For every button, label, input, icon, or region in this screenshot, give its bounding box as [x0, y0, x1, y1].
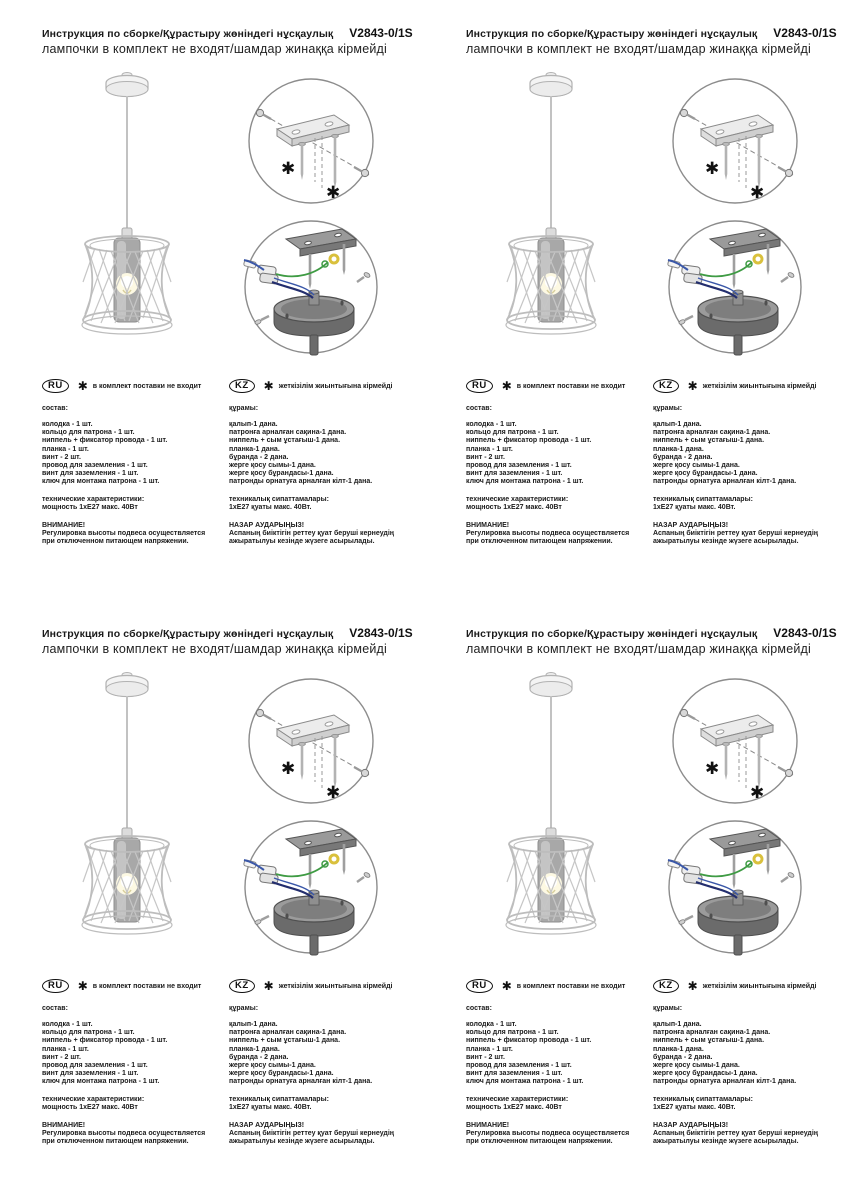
panel-subtitle: лампочки в комплект не входят/шамдар жинаққа кірмейді	[466, 42, 812, 56]
component-item: кольцо для патрона - 1 шт.	[466, 1029, 559, 1037]
ru-contents-label: состав:	[466, 1005, 492, 1012]
ru-column	[42, 978, 223, 1147]
kz-note: жеткізілім жиынтығына кірмейді	[702, 982, 817, 990]
mounting-bracket-detail-circle	[654, 674, 816, 810]
kz-warning-title: НАЗАР АУДАРЫҢЫЗ!	[653, 1122, 729, 1130]
component-item: патронды орнатуға арналған кілт-1 дана.	[653, 1078, 797, 1086]
component-item: винт - 2 шт.	[466, 453, 505, 461]
asterisk-icon: ✱	[326, 183, 341, 202]
ru-contents-label: состав:	[42, 405, 68, 412]
info-section	[466, 978, 843, 1147]
kz-contents-label: құрамы:	[653, 405, 683, 412]
component-item: планка - 1 шт.	[42, 1045, 89, 1053]
asterisk-icon: ✱	[77, 979, 88, 993]
component-item: винт - 2 шт.	[466, 1053, 505, 1061]
component-item: винт для заземления - 1 шт.	[466, 1070, 563, 1078]
component-item: кольцо для патрона - 1 шт.	[42, 429, 135, 437]
ceiling-canopy	[106, 673, 148, 697]
component-item: жерге қосу бұрандасы-1 дана.	[653, 1070, 758, 1078]
component-item: планка-1 дана.	[653, 445, 704, 453]
kz-badge-row	[229, 978, 419, 994]
component-item: ниппель + фиксатор провода - 1 шт.	[466, 1037, 592, 1045]
pendant-lamp-drawing	[62, 662, 192, 947]
asterisk-icon: ✱	[263, 379, 274, 393]
kz-specs-value: 1хЕ27 қуаты макс. 40Вт.	[653, 503, 736, 511]
model-number: V2843-0/1S	[349, 26, 413, 40]
asterisk-icon: ✱	[281, 159, 296, 178]
ru-specs-value: мощность 1хЕ27 макс. 40Вт	[466, 503, 562, 511]
kz-badge: KZ	[653, 379, 679, 393]
ceiling-canopy	[530, 673, 572, 697]
component-item: колодка - 1 шт.	[466, 1021, 517, 1028]
figures-row	[42, 62, 418, 364]
component-item: провод для заземления - 1 шт.	[466, 462, 572, 470]
component-item: патронды орнатуға арналған кілт-1 дана.	[229, 1078, 373, 1086]
ru-specs-label: технические характеристики:	[466, 1095, 569, 1103]
detail-circles-column	[230, 662, 392, 964]
ru-warning-text: Регулировка высоты подвеса осуществляется при отключенном питающем напряжении.	[42, 530, 206, 546]
kz-warning-text: Аспаның биіктігін реттеу қуат беруші кернеудің ажыратылуы кезінде жүзеге асырылады.	[229, 1130, 395, 1146]
info-section	[42, 378, 418, 547]
component-item: ключ для монтажа патрона - 1 шт.	[42, 478, 160, 486]
component-item: ключ для монтажа патрона - 1 шт.	[466, 478, 584, 486]
kz-badge: KZ	[653, 979, 679, 993]
component-item: ниппель + сым ұстағыш-1 дана.	[653, 1037, 765, 1045]
kz-badge-row	[653, 978, 843, 994]
component-item: ниппель + сым ұстағыш-1 дана.	[653, 437, 765, 445]
ru-badge: RU	[42, 979, 69, 993]
panel-header	[466, 626, 843, 656]
component-item: колодка - 1 шт.	[466, 421, 517, 428]
component-item: ниппель + фиксатор провода - 1 шт.	[42, 1037, 168, 1045]
kz-contents-label: құрамы:	[653, 1005, 683, 1012]
asterisk-icon: ✱	[687, 979, 698, 993]
asterisk-icon: ✱	[501, 979, 512, 993]
detail-circles-column	[230, 62, 392, 364]
ru-badge: RU	[466, 379, 493, 393]
kz-specs-value: 1хЕ27 қуаты макс. 40Вт.	[229, 503, 312, 511]
kz-column	[229, 978, 419, 1147]
ru-badge: RU	[466, 979, 493, 993]
ru-note: в комплект поставки не входит	[516, 382, 626, 390]
model-number: V2843-0/1S	[773, 626, 837, 640]
panel-header	[466, 26, 843, 56]
ru-specs-value: мощность 1хЕ27 макс. 40Вт	[42, 1103, 138, 1111]
panel-header	[42, 626, 418, 656]
component-item: планка - 1 шт.	[466, 1045, 513, 1053]
asterisk-icon: ✱	[750, 183, 765, 202]
kz-contents-label: құрамы:	[229, 1005, 259, 1012]
mounting-bracket-detail-circle	[230, 674, 392, 810]
ru-warning-title: ВНИМАНИЕ!	[466, 522, 510, 530]
ru-specs-label: технические характеристики:	[42, 1095, 145, 1103]
ru-badge-row	[466, 978, 647, 994]
ru-note: в комплект поставки не входит	[92, 982, 202, 990]
panel-title: Инструкция по сборке/Құрастыру жөніндегі нұсқаулық	[42, 28, 334, 40]
component-item: колодка - 1 шт.	[42, 1021, 93, 1028]
component-item: провод для заземления - 1 шт.	[466, 1062, 572, 1070]
ru-warning-title: ВНИМАНИЕ!	[42, 1122, 86, 1130]
kz-components-list	[653, 421, 843, 487]
kz-components-list	[229, 421, 419, 487]
kz-badge: KZ	[229, 979, 255, 993]
header-line	[42, 26, 418, 40]
component-item: планка-1 дана.	[653, 1045, 704, 1053]
info-section	[42, 978, 418, 1147]
asterisk-icon: ✱	[750, 783, 765, 802]
instruction-panel	[0, 600, 424, 1200]
ceiling-canopy	[530, 73, 572, 97]
canopy-wiring-detail-circle	[654, 212, 816, 362]
component-item: ниппель + фиксатор провода - 1 шт.	[466, 437, 592, 445]
component-item: бұранда - 2 дана.	[229, 453, 289, 461]
component-item: колодка - 1 шт.	[42, 421, 93, 428]
ru-contents-label: состав:	[466, 405, 492, 412]
canopy-wiring-detail-circle	[654, 812, 816, 962]
component-item: жерге қосу бұрандасы-1 дана.	[229, 470, 334, 478]
ru-warning-title: ВНИМАНИЕ!	[42, 522, 86, 530]
component-item: жерге қосу бұрандасы-1 дана.	[229, 1070, 334, 1078]
kz-warning-title: НАЗАР АУДАРЫҢЫЗ!	[229, 1122, 305, 1130]
panel-header	[42, 26, 418, 56]
pendant-lamp-drawing	[62, 62, 192, 347]
ru-warning-title: ВНИМАНИЕ!	[466, 1122, 510, 1130]
component-item: қалып-1 дана.	[229, 421, 278, 428]
kz-specs-label: техникалық сипаттамалары:	[653, 1095, 753, 1103]
component-item: жерге қосу сымы-1 дана.	[653, 1062, 740, 1070]
detail-circles-column	[654, 62, 816, 364]
ru-column	[42, 378, 223, 547]
component-item: планка - 1 шт.	[466, 445, 513, 453]
mounting-bracket-detail-circle	[230, 74, 392, 210]
panel-subtitle: лампочки в комплект не входят/шамдар жинаққа кірмейді	[42, 42, 388, 56]
kz-badge: KZ	[229, 379, 255, 393]
component-item: планка-1 дана.	[229, 1045, 280, 1053]
component-item: винт для заземления - 1 шт.	[42, 470, 139, 478]
ru-contents-label: состав:	[42, 1005, 68, 1012]
kz-specs-value: 1хЕ27 қуаты макс. 40Вт.	[653, 1103, 736, 1111]
component-item: винт для заземления - 1 шт.	[466, 470, 563, 478]
panel-title: Инструкция по сборке/Құрастыру жөніндегі нұсқаулық	[466, 628, 758, 640]
component-item: бұранда - 2 дана.	[653, 453, 713, 461]
component-item: ниппель + фиксатор провода - 1 шт.	[42, 437, 168, 445]
asterisk-icon: ✱	[263, 979, 274, 993]
component-item: провод для заземления - 1 шт.	[42, 462, 148, 470]
panel-title: Инструкция по сборке/Құрастыру жөніндегі нұсқаулық	[466, 28, 758, 40]
ceiling-canopy	[106, 73, 148, 97]
figures-row	[466, 62, 843, 364]
component-item: провод для заземления - 1 шт.	[42, 1062, 148, 1070]
model-number: V2843-0/1S	[349, 626, 413, 640]
pendant-lamp-drawing	[486, 662, 616, 947]
instruction-panel	[0, 0, 424, 600]
component-item: планка - 1 шт.	[42, 445, 89, 453]
instruction-panel	[424, 0, 849, 600]
kz-badge-row	[653, 378, 843, 394]
kz-warning-title: НАЗАР АУДАРЫҢЫЗ!	[229, 522, 305, 530]
component-item: винт для заземления - 1 шт.	[42, 1070, 139, 1078]
component-item: кольцо для патрона - 1 шт.	[42, 1029, 135, 1037]
component-item: жерге қосу сымы-1 дана.	[653, 462, 740, 470]
asterisk-icon: ✱	[326, 783, 341, 802]
ru-components-list	[42, 421, 223, 487]
component-item: бұранда - 2 дана.	[653, 1053, 713, 1061]
kz-warning-text: Аспаның биіктігін реттеу қуат беруші кернеудің ажыратылуы кезінде жүзеге асырылады.	[229, 530, 395, 546]
figures-row	[42, 662, 418, 964]
panel-title: Инструкция по сборке/Құрастыру жөніндегі нұсқаулық	[42, 628, 334, 640]
inner-shade-and-bulb	[114, 238, 140, 322]
ru-column	[466, 378, 647, 547]
kz-components-list	[229, 1021, 419, 1087]
component-item: винт - 2 шт.	[42, 1053, 81, 1061]
ru-components-list	[42, 1021, 223, 1087]
ru-specs-label: технические характеристики:	[466, 495, 569, 503]
component-item: жерге қосу сымы-1 дана.	[229, 462, 316, 470]
panel-subtitle: лампочки в комплект не входят/шамдар жинаққа кірмейді	[42, 642, 388, 656]
component-item: ключ для монтажа патрона - 1 шт.	[42, 1078, 160, 1086]
figures-row	[466, 662, 843, 964]
kz-column	[653, 378, 843, 547]
ru-warning-text: Регулировка высоты подвеса осуществляется при отключенном питающем напряжении.	[466, 530, 630, 546]
ru-specs-label: технические характеристики:	[42, 495, 145, 503]
inner-shade-and-bulb	[538, 838, 564, 922]
component-item: бұранда - 2 дана.	[229, 1053, 289, 1061]
asterisk-icon: ✱	[501, 379, 512, 393]
asterisk-icon: ✱	[705, 159, 720, 178]
info-section	[466, 378, 843, 547]
ru-components-list	[466, 421, 647, 487]
component-item: патронды орнатуға арналған кілт-1 дана.	[653, 478, 797, 486]
kz-components-list	[653, 1021, 843, 1087]
component-item: ключ для монтажа патрона - 1 шт.	[466, 1078, 584, 1086]
ru-specs-value: мощность 1хЕ27 макс. 40Вт	[466, 1103, 562, 1111]
ru-warning-text: Регулировка высоты подвеса осуществляется при отключенном питающем напряжении.	[466, 1130, 630, 1146]
component-item: патронға арналған сақина-1 дана.	[653, 1029, 771, 1037]
kz-specs-label: техникалық сипаттамалары:	[229, 495, 329, 503]
kz-contents-label: құрамы:	[229, 405, 259, 412]
model-number: V2843-0/1S	[773, 26, 837, 40]
asterisk-icon: ✱	[687, 379, 698, 393]
canopy-wiring-detail-circle	[230, 212, 392, 362]
kz-warning-text: Аспаның биіктігін реттеу қуат беруші кернеудің ажыратылуы кезінде жүзеге асырылады.	[653, 530, 819, 546]
ru-badge-row	[42, 378, 223, 394]
component-item: кольцо для патрона - 1 шт.	[466, 429, 559, 437]
component-item: патронға арналған сақина-1 дана.	[653, 429, 771, 437]
instruction-panel	[424, 600, 849, 1200]
inner-shade-and-bulb	[114, 838, 140, 922]
kz-specs-label: техникалық сипаттамалары:	[653, 495, 753, 503]
kz-note: жеткізілім жиынтығына кірмейді	[278, 382, 393, 390]
ru-specs-value: мощность 1хЕ27 макс. 40Вт	[42, 503, 138, 511]
kz-note: жеткізілім жиынтығына кірмейді	[278, 982, 393, 990]
kz-specs-label: техникалық сипаттамалары:	[229, 1095, 329, 1103]
kz-badge-row	[229, 378, 419, 394]
component-item: винт - 2 шт.	[42, 453, 81, 461]
kz-specs-value: 1хЕ27 қуаты макс. 40Вт.	[229, 1103, 312, 1111]
mounting-bracket-detail-circle	[654, 74, 816, 210]
ru-badge: RU	[42, 379, 69, 393]
ru-warning-text: Регулировка высоты подвеса осуществляется при отключенном питающем напряжении.	[42, 1130, 206, 1146]
header-line	[466, 626, 843, 640]
pendant-lamp-drawing	[486, 62, 616, 347]
ru-note: в комплект поставки не входит	[516, 982, 626, 990]
header-line	[466, 26, 843, 40]
kz-column	[653, 978, 843, 1147]
component-item: жерге қосу сымы-1 дана.	[229, 1062, 316, 1070]
component-item: патронға арналған сақина-1 дана.	[229, 429, 347, 437]
ru-badge-row	[466, 378, 647, 394]
canopy-wiring-detail-circle	[230, 812, 392, 962]
kz-column	[229, 378, 419, 547]
ru-note: в комплект поставки не входит	[92, 382, 202, 390]
ru-badge-row	[42, 978, 223, 994]
asterisk-icon: ✱	[281, 759, 296, 778]
component-item: патронға арналған сақина-1 дана.	[229, 1029, 347, 1037]
detail-circles-column	[654, 662, 816, 964]
header-line	[42, 626, 418, 640]
panel-subtitle: лампочки в комплект не входят/шамдар жинаққа кірмейді	[466, 642, 812, 656]
kz-warning-title: НАЗАР АУДАРЫҢЫЗ!	[653, 522, 729, 530]
component-item: қалып-1 дана.	[653, 421, 702, 428]
component-item: ниппель + сым ұстағыш-1 дана.	[229, 1037, 341, 1045]
kz-note: жеткізілім жиынтығына кірмейді	[702, 382, 817, 390]
ru-components-list	[466, 1021, 647, 1087]
component-item: жерге қосу бұрандасы-1 дана.	[653, 470, 758, 478]
component-item: қалып-1 дана.	[229, 1021, 278, 1028]
inner-shade-and-bulb	[538, 238, 564, 322]
component-item: ниппель + сым ұстағыш-1 дана.	[229, 437, 341, 445]
component-item: планка-1 дана.	[229, 445, 280, 453]
component-item: патронды орнатуға арналған кілт-1 дана.	[229, 478, 373, 486]
asterisk-icon: ✱	[705, 759, 720, 778]
asterisk-icon: ✱	[77, 379, 88, 393]
component-item: қалып-1 дана.	[653, 1021, 702, 1028]
ru-column	[466, 978, 647, 1147]
kz-warning-text: Аспаның биіктігін реттеу қуат беруші кернеудің ажыратылуы кезінде жүзеге асырылады.	[653, 1130, 819, 1146]
